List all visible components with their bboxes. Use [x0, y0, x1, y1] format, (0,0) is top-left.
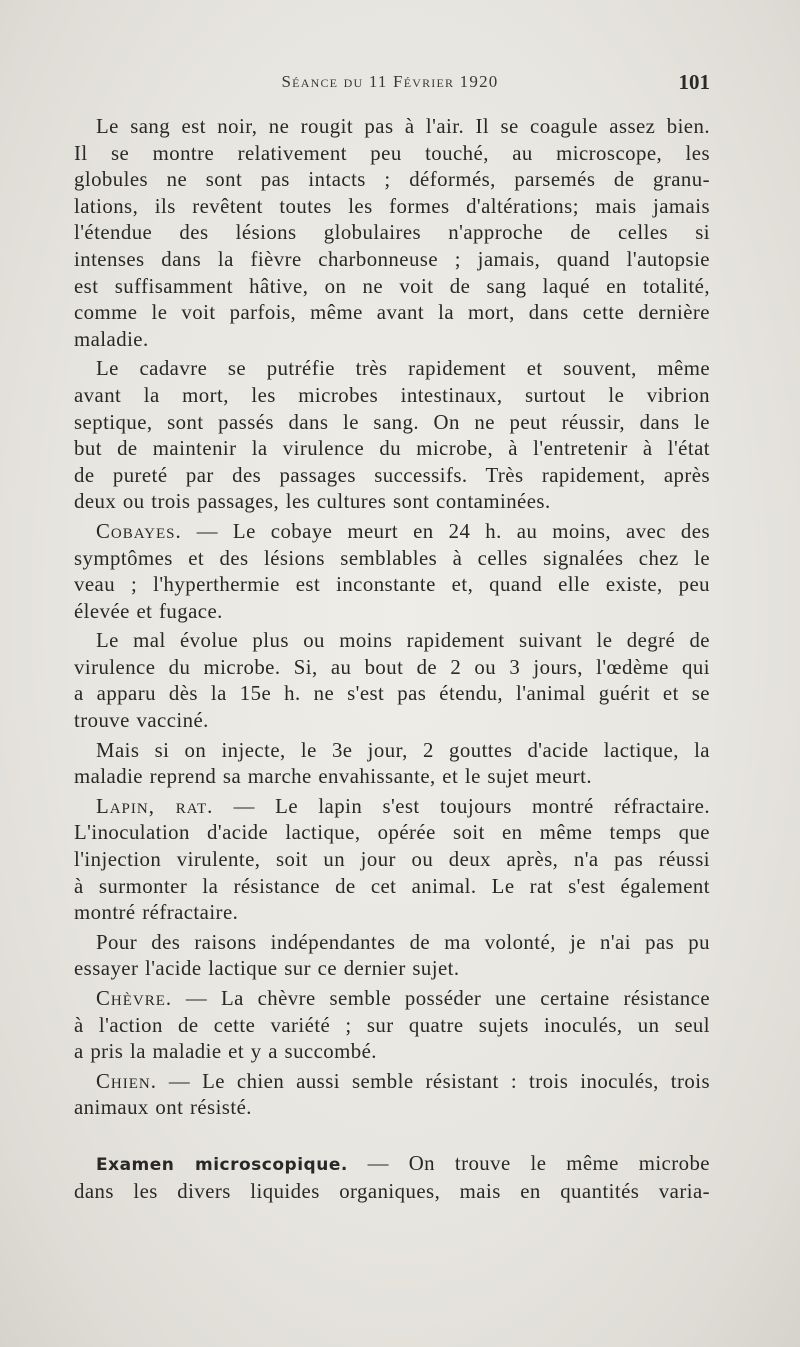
text-line: de pureté par des passages successifs. Très rapidement, après	[74, 463, 710, 487]
text-line: à l'action de cette variété ; sur quatre sujets inoculés, un seul	[74, 1013, 710, 1037]
text-line: montré réfractaire.	[74, 901, 239, 925]
text-line: trouve vacciné.	[74, 709, 209, 733]
text-line: L'inoculation d'acide lactique, opérée soit en même temps que	[74, 821, 710, 845]
text-line: à surmonter la résistance de cet animal. Le rat s'est également	[74, 874, 710, 898]
section-gap	[74, 1125, 710, 1151]
text-line: Il se montre relativement peu touché, au microscope, les	[74, 141, 710, 165]
paragraph-blood	[74, 114, 710, 353]
text-line	[74, 519, 710, 546]
text-line: avant la mort, les microbes intestinaux, surtout le vibrion	[74, 383, 710, 407]
text-line	[74, 1151, 710, 1179]
paragraph-lactic-acid	[74, 738, 710, 791]
body-text	[74, 114, 710, 1208]
text-line: essayer l'acide lactique sur ce dernier sujet.	[74, 957, 460, 981]
text-line: veau ; l'hyperthermie est inconstante et, quand elle existe, peu	[74, 573, 710, 597]
paragraph-chien	[74, 1069, 710, 1122]
text-line: a apparu dès la 15e h. ne s'est pas étendu, l'animal guérit et se	[74, 682, 710, 706]
text-line: animaux ont résisté.	[74, 1096, 252, 1120]
paragraph-reasons	[74, 930, 710, 983]
text-line	[74, 794, 710, 821]
text-line: but de maintenir la virulence du microbe, à l'entretenir à l'état	[74, 437, 710, 461]
section-heading-examen: Examen microscopique.	[96, 1154, 348, 1175]
text-line: dans les divers liquides organiques, mais en quantités varia-	[74, 1179, 710, 1203]
text-line: virulence du microbe. Si, au bout de 2 ou 3 jours, l'œdème qui	[74, 655, 710, 679]
text-line: comme le voit parfois, même avant la mort, dans cette dernière	[74, 301, 710, 325]
text-line: Mais si on injecte, le 3e jour, 2 gouttes d'acide lactique, la	[96, 738, 710, 762]
running-title: Séance du 11 Février 1920	[281, 72, 499, 91]
text-line: maladie.	[74, 327, 149, 351]
page-header	[70, 70, 710, 100]
text-line: élevée et fugace.	[74, 599, 223, 623]
text-line-rest: — On trouve le même microbe	[347, 1151, 710, 1175]
text-line: a pris la maladie et y a succombé.	[74, 1040, 377, 1064]
text-line: septique, sont passés dans le sang. On ne peut réussir, dans le	[74, 410, 710, 434]
text-line-rest: — Le cobaye meurt en 24 h. au moins, avec des	[181, 519, 710, 543]
text-line: Pour des raisons indépendantes de ma volonté, je n'ai pas pu	[96, 930, 710, 954]
text-line-rest: — Le lapin s'est toujours montré réfractaire.	[213, 794, 710, 818]
text-line: lations, ils revêtent toutes les formes d'altérations; mais jamais	[74, 194, 710, 218]
paragraph-chevre	[74, 986, 710, 1066]
paragraph-lapin-rat	[74, 794, 710, 927]
paragraph-cadaver	[74, 356, 710, 516]
paragraph-cobayes	[74, 519, 710, 625]
page-number: 101	[678, 70, 710, 94]
section-label-chien: Chien.	[96, 1069, 157, 1093]
paragraph-evolution	[74, 628, 710, 734]
section-label-lapin-rat: Lapin, rat.	[96, 794, 214, 818]
section-label-chevre: Chèvre.	[96, 987, 173, 1010]
paragraph-examen	[74, 1151, 710, 1205]
text-line: Le cadavre se putréfie très rapidement et souvent, même	[96, 357, 710, 381]
text-line: intenses dans la fièvre charbonneuse ; jamais, quand l'autopsie	[74, 247, 710, 271]
text-line: Le mal évolue plus ou moins rapidement suivant le degré de	[96, 629, 710, 653]
text-line	[74, 986, 710, 1013]
text-line: l'injection virulente, soit un jour ou deux après, n'a pas réussi	[74, 848, 710, 872]
text-line-rest: — La chèvre semble posséder une certaine résistance	[172, 987, 710, 1010]
text-line: est suffisamment hâtive, on ne voit de sang laqué en totalité,	[74, 274, 710, 298]
text-line: l'étendue des lésions globulaires n'approche de celles si	[74, 221, 710, 245]
text-line: symptômes et des lésions semblables à celles signalées chez le	[74, 546, 710, 570]
text-line	[74, 1069, 710, 1096]
text-line: maladie reprend sa marche envahissante, et le sujet meurt.	[74, 765, 593, 789]
section-label-cobayes: Cobayes.	[96, 519, 182, 543]
text-line-rest: — Le chien aussi semble résistant : trois inoculés, trois	[156, 1069, 710, 1093]
text-line: Le sang est noir, ne rougit pas à l'air. Il se coagule assez bien.	[96, 115, 710, 138]
text-line: deux ou trois passages, les cultures sont contaminées.	[74, 490, 551, 514]
text-line: globules ne sont pas intacts ; déformés, parsemés de granu-	[74, 168, 710, 192]
